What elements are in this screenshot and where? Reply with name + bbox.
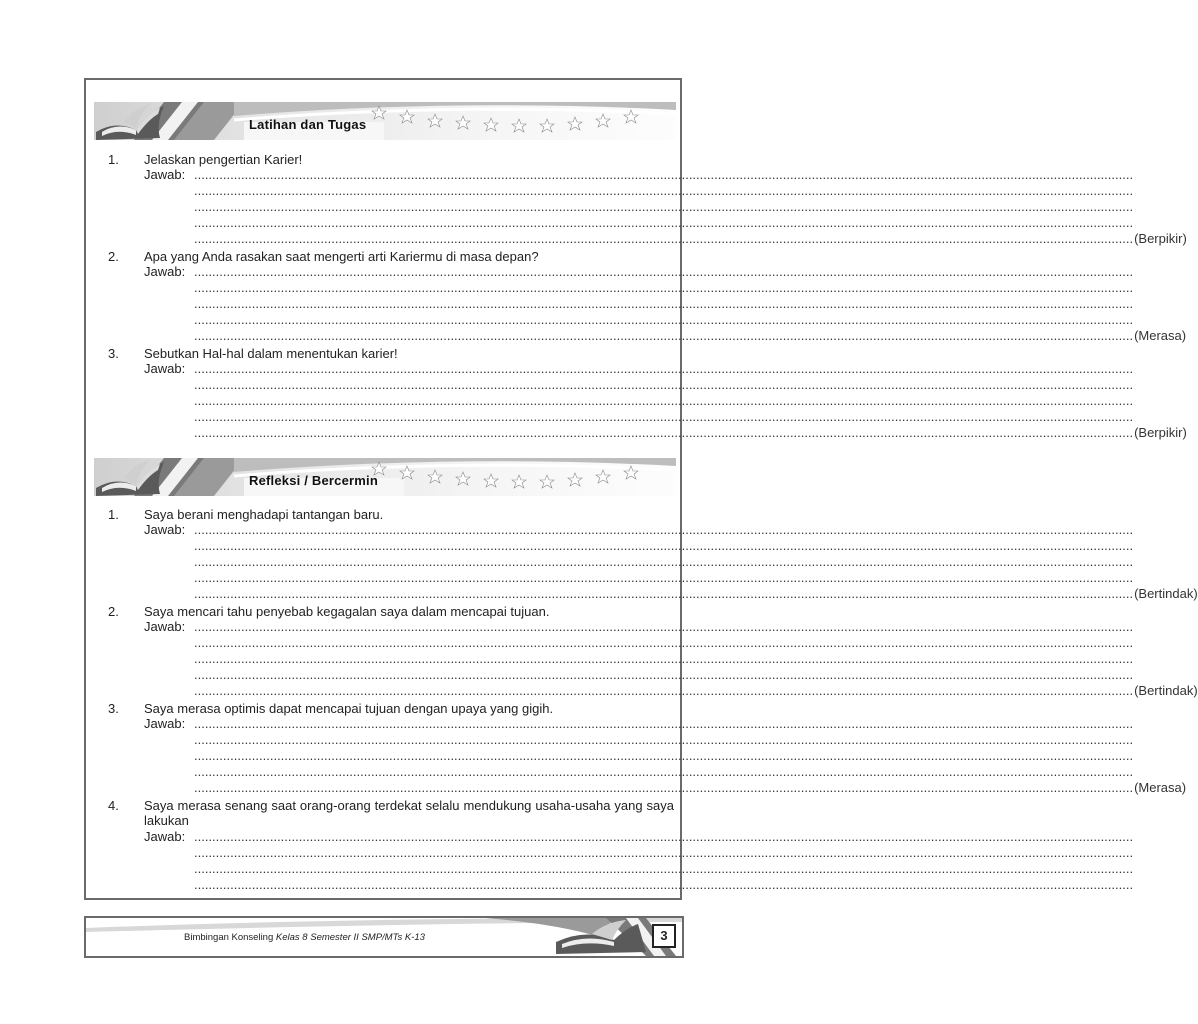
answer-line[interactable]: .................................................................................................................................................................................................................................................................... (194, 393, 1134, 408)
answer-line[interactable]: .................................................................................................................................................................................................................................................................... (194, 861, 1134, 876)
answer-label: Jawab: (144, 361, 186, 376)
section-banner-latihan (94, 102, 676, 140)
answer-tag: (Bertindak) (1134, 586, 1198, 601)
answer-line[interactable]: .................................................................................................................................................................................................................................................................... (Merasa) (194, 780, 1187, 795)
answer-line[interactable]: .................................................................................................................................................................................................................................................................... (194, 522, 1134, 537)
question-text: Jelaskan pengertian Karier! (144, 152, 303, 167)
answer-line[interactable]: .................................................................................................................................................................................................................................................................... (194, 199, 1134, 214)
answer-line[interactable]: .................................................................................................................................................................................................................................................................... (194, 264, 1134, 279)
question-number: 2. (108, 604, 119, 619)
answer-line[interactable]: .................................................................................................................................................................................................................................................................... (194, 167, 1134, 182)
answer-line[interactable]: .................................................................................................................................................................................................................................................................... (Merasa) (194, 328, 1187, 343)
answer-line[interactable]: .................................................................................................................................................................................................................................................................... (194, 748, 1134, 763)
book-icon (96, 104, 164, 140)
question-text: Saya berani menghadapi tantangan baru. (144, 507, 384, 522)
banner-decoration (94, 102, 676, 140)
answer-label: Jawab: (144, 522, 186, 537)
answer-line[interactable]: .................................................................................................................................................................................................................................................................... (194, 716, 1134, 731)
answer-line[interactable]: .................................................................................................................................................................................................................................................................... (194, 554, 1134, 569)
answer-line[interactable]: .................................................................................................................................................................................................................................................................... (194, 280, 1134, 295)
answer-line[interactable]: .................................................................................................................................................................................................................................................................... (194, 667, 1134, 682)
question-number: 3. (108, 346, 119, 361)
answer-line[interactable]: .................................................................................................................................................................................................................................................................... (194, 570, 1134, 585)
answer-line[interactable]: .................................................................................................................................................................................................................................................................... (194, 377, 1134, 392)
answer-label: Jawab: (144, 619, 186, 634)
answer-tag: (Berpikir) (1134, 425, 1187, 440)
answer-line[interactable]: .................................................................................................................................................................................................................................................................... (Berpikir) (194, 425, 1187, 440)
answer-line[interactable]: .................................................................................................................................................................................................................................................................... (194, 651, 1134, 666)
answer-label: Jawab: (144, 167, 186, 182)
answer-line[interactable]: .................................................................................................................................................................................................................................................................... (Berpikir) (194, 231, 1187, 246)
answer-line[interactable]: .................................................................................................................................................................................................................................................................... (194, 764, 1134, 779)
answer-line[interactable]: .................................................................................................................................................................................................................................................................... (194, 183, 1134, 198)
answer-line[interactable]: .................................................................................................................................................................................................................................................................... (194, 296, 1134, 311)
answer-line[interactable]: .................................................................................................................................................................................................................................................................... (Bertindak) (194, 683, 1198, 698)
footer-subject: Bimbingan Konseling (184, 932, 276, 943)
answer-line[interactable]: .................................................................................................................................................................................................................................................................... (194, 635, 1134, 650)
answer-line[interactable]: .................................................................................................................................................................................................................................................................... (194, 845, 1134, 860)
answer-line[interactable]: .................................................................................................................................................................................................................................................................... (Bertindak) (194, 586, 1198, 601)
question-number: 3. (108, 701, 119, 716)
question-number: 1. (108, 507, 119, 522)
question-text: Saya merasa optimis dapat mencapai tujuan dengan upaya yang gigih. (144, 701, 554, 716)
answer-label: Jawab: (144, 829, 186, 844)
answer-line[interactable]: .................................................................................................................................................................................................................................................................... (194, 829, 1134, 844)
footer-class: Kelas 8 Semester II SMP/MTs K-13 (275, 932, 425, 943)
answer-line[interactable]: .................................................................................................................................................................................................................................................................... (194, 312, 1134, 327)
book-icon (96, 460, 164, 496)
page-number: 3 (652, 924, 676, 948)
question-text: Saya mencari tahu penyebab kegagalan saya dalam mencapai tujuan. (144, 604, 550, 619)
question-text: Sebutkan Hal-hal dalam menentukan karier! (144, 346, 398, 361)
worksheet-frame (84, 78, 1198, 900)
question-text: Saya merasa senang saat orang-orang terdekat selalu mendukung usaha-usaha yang saya lakukan (144, 798, 674, 828)
answer-tag: (Merasa) (1134, 780, 1187, 795)
section-banner-refleksi (94, 458, 676, 496)
page-footer (84, 916, 684, 958)
answer-line[interactable]: .................................................................................................................................................................................................................................................................... (194, 877, 1134, 892)
section-title: Latihan dan Tugas (249, 117, 367, 132)
answer-line[interactable]: .................................................................................................................................................................................................................................................................... (194, 619, 1134, 634)
answer-tag: (Berpikir) (1134, 231, 1187, 246)
answer-tag: (Merasa) (1134, 328, 1187, 343)
footer-text (184, 932, 425, 943)
question-number: 4. (108, 798, 119, 813)
question-number: 1. (108, 152, 119, 167)
question-text: Apa yang Anda rasakan saat mengerti arti Kariermu di masa depan? (144, 249, 539, 264)
banner-decoration (94, 458, 676, 496)
answer-label: Jawab: (144, 716, 186, 731)
answer-line[interactable]: .................................................................................................................................................................................................................................................................... (194, 215, 1134, 230)
question-number: 2. (108, 249, 119, 264)
answer-tag: (Bertindak) (1134, 683, 1198, 698)
answer-line[interactable]: .................................................................................................................................................................................................................................................................... (194, 409, 1134, 424)
answer-line[interactable]: .................................................................................................................................................................................................................................................................... (194, 538, 1134, 553)
answer-line[interactable]: .................................................................................................................................................................................................................................................................... (194, 732, 1134, 747)
answer-line[interactable]: .................................................................................................................................................................................................................................................................... (194, 361, 1134, 376)
answer-label: Jawab: (144, 264, 186, 279)
section-title: Refleksi / Bercermin (249, 473, 379, 488)
